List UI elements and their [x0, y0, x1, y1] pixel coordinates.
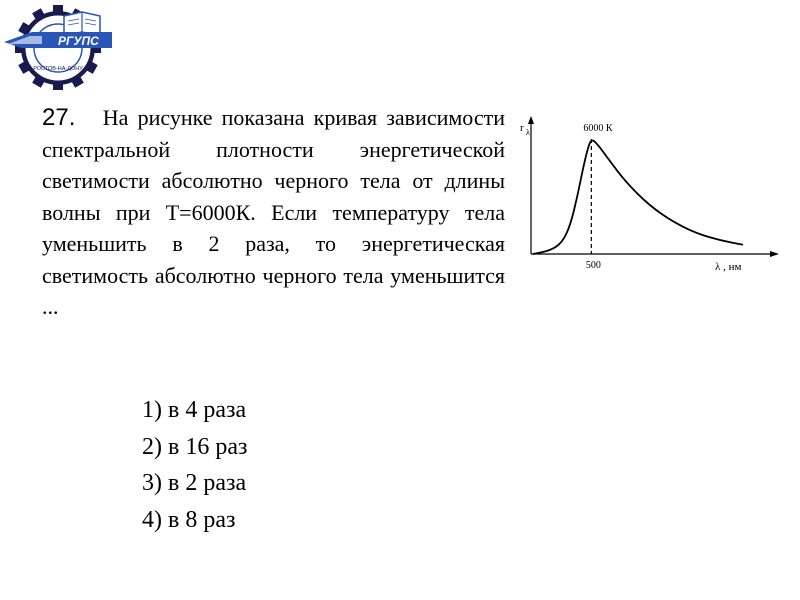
- answer-option[interactable]: 4) в 8 раз: [142, 506, 236, 533]
- x-tick-label: 500: [585, 260, 601, 271]
- question-text: [42, 102, 505, 323]
- x-axis-label: λ , нм: [715, 261, 742, 273]
- spectral-chart: [515, 112, 785, 282]
- y-axis-label-sub: λ: [526, 128, 530, 137]
- answer-option[interactable]: 1) в 4 раза: [142, 397, 247, 423]
- radiation-curve: [533, 141, 743, 254]
- peak-label: 6000 К: [583, 123, 613, 134]
- answer-list: [142, 392, 247, 538]
- x-axis-arrow: [770, 251, 779, 257]
- answer-option[interactable]: 2) в 16 раз: [142, 433, 248, 460]
- y-axis-arrow: [528, 116, 534, 124]
- university-logo: [2, 2, 114, 90]
- question-number: 27.: [42, 104, 76, 131]
- logo-text: РГУПС: [58, 34, 99, 48]
- y-axis-label: r: [520, 122, 524, 134]
- answer-option[interactable]: 3) в 2 раза: [142, 470, 247, 496]
- question-body: На рисунке показана кривая зависимости спектральной плотности энергетической светимости абсолютно черного тела от длины волны при Т=6000К. Если температуру тела уменьшить в 2 раза, то энергетическая светимость абсолютно черного тела уменьшится ...: [42, 105, 506, 319]
- logo-subtext: РОСТОВ-НА-ДОНУ: [33, 66, 83, 72]
